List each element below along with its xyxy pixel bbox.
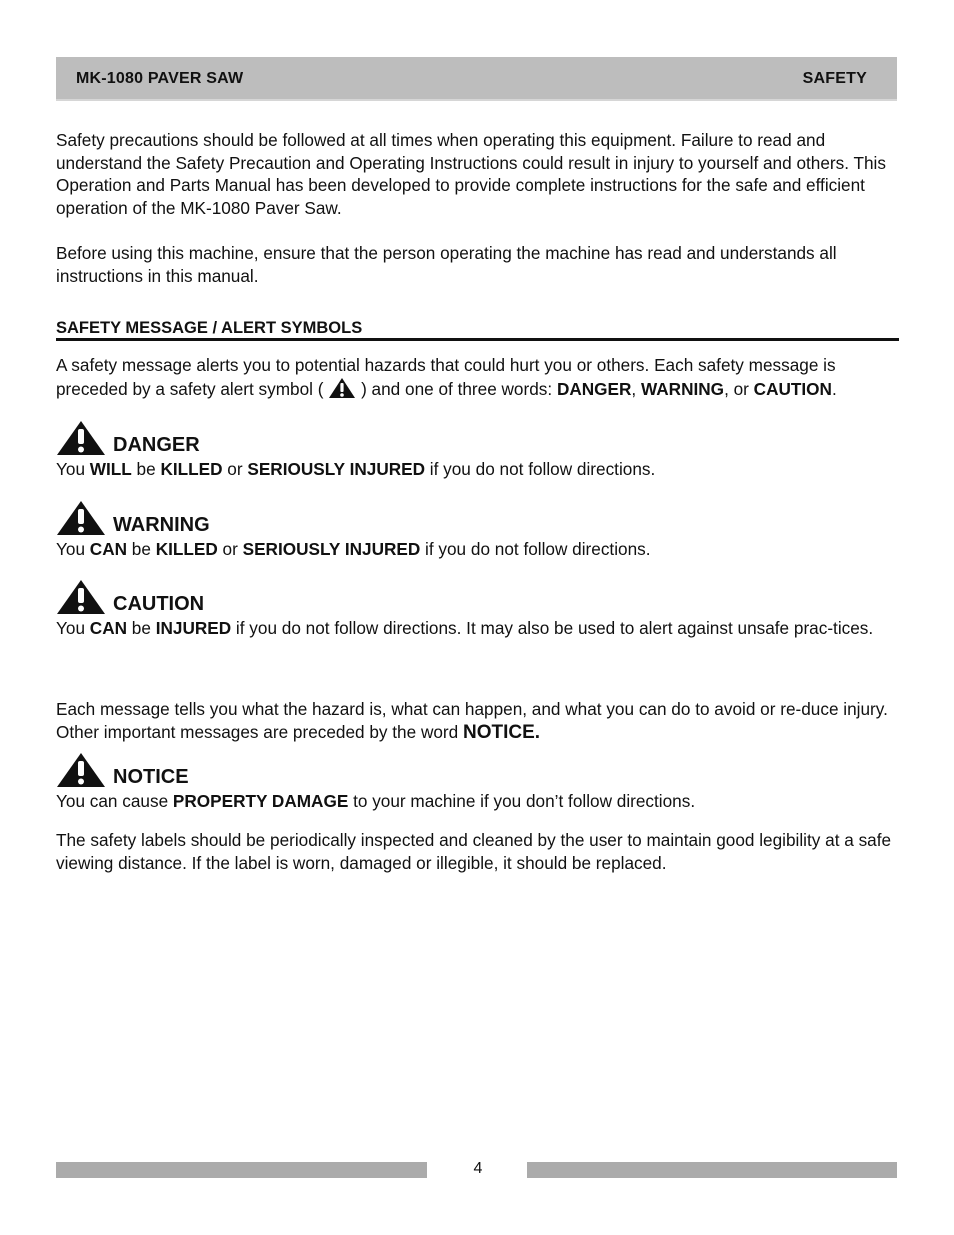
warning-alert (56, 500, 901, 561)
footer-bar-right (527, 1162, 897, 1178)
separator: , or (724, 378, 754, 399)
notice-title: NOTICE (113, 766, 189, 788)
text: to your machine if you don’t follow directions. (348, 791, 696, 811)
text: or (222, 459, 248, 479)
notice-alert (56, 752, 901, 813)
separator: , (631, 378, 641, 399)
intro-paragraph-1: Safety precautions should be followed at all times when operating this equipment. Failure to read and understand the Safety Precaution and Operating Instructions could result in injury to yourself and others. This Operation and Parts Manual has been developed to provide complete instructions for the safe and efficient operation of the MK-1080 Paver Saw. (56, 130, 886, 218)
danger-alert (56, 420, 901, 481)
caution-title: CAUTION (113, 593, 205, 615)
text: be (127, 618, 156, 638)
notice-text (56, 790, 901, 813)
section-heading: SAFETY MESSAGE / ALERT SYMBOLS (56, 319, 899, 341)
emphasis: INJURED (155, 618, 232, 638)
word-danger: DANGER (556, 378, 632, 399)
word-warning: WARNING (640, 378, 725, 399)
danger-text (56, 458, 901, 481)
text: if you do not follow directions. (420, 539, 651, 559)
text: or (217, 539, 243, 559)
warning-text (56, 538, 901, 561)
emphasis: CAN (89, 618, 128, 638)
text: be (127, 539, 156, 559)
header-section: SAFETY (802, 70, 867, 87)
text: be (131, 459, 161, 479)
text: if you do not follow directions. It may also be used to alert against unsafe prac-tices. (231, 618, 874, 638)
caution-alert (56, 579, 901, 640)
text: if you do not follow directions. (425, 459, 656, 479)
text: Each message tells you what the hazard is, what can happen, and what you can do to avoid or re-duce injury. Other important messages are preceded by the word (56, 699, 888, 742)
intro-paragraph-2: Before using this machine, ensure that the person operating the machine has read and understands all instructions in this manual. (56, 243, 837, 286)
emphasis: KILLED (160, 459, 223, 479)
warning-triangle-icon (56, 752, 106, 788)
text: You (56, 459, 90, 479)
notice-word: NOTICE. (462, 721, 541, 743)
text: You (56, 539, 90, 559)
alert-intro-text-b: ) and one of three words: (361, 378, 557, 399)
warning-triangle-icon (56, 579, 106, 615)
warning-triangle-icon (56, 500, 106, 536)
warning-triangle-icon (56, 420, 106, 456)
emphasis: SERIOUSLY INJURED (247, 459, 426, 479)
emphasis: CAN (89, 539, 128, 559)
header-title: MK-1080 PAVER SAW (76, 70, 244, 87)
footer-bar-left (56, 1162, 427, 1178)
period: . (831, 378, 837, 399)
emphasis: KILLED (155, 539, 218, 559)
emphasis: PROPERTY DAMAGE (172, 791, 349, 811)
caution-text (56, 617, 901, 640)
warning-title: WARNING (113, 514, 210, 536)
safety-labels-paragraph: The safety labels should be periodically inspected and cleaned by the user to maintain good legibility at a safe viewing distance. If the label is worn, damaged or illegible, it should be replaced. (56, 830, 892, 873)
each-message-paragraph (56, 698, 901, 744)
text: You (56, 618, 90, 638)
emphasis: WILL (89, 459, 132, 479)
word-caution: CAUTION (753, 378, 832, 399)
danger-title: DANGER (113, 434, 200, 456)
emphasis: SERIOUSLY INJURED (242, 539, 421, 559)
text: You can cause (56, 791, 173, 811)
alert-intro-paragraph (56, 354, 901, 404)
alert-intro-text-a: A safety message alerts you to potential hazards that could hurt you or others. Each safety message is preceded by a safety alert symbol ( (56, 355, 836, 399)
warning-triangle-icon (328, 377, 356, 405)
page-number: 4 (473, 1160, 483, 1177)
page-header-bar (56, 57, 897, 101)
